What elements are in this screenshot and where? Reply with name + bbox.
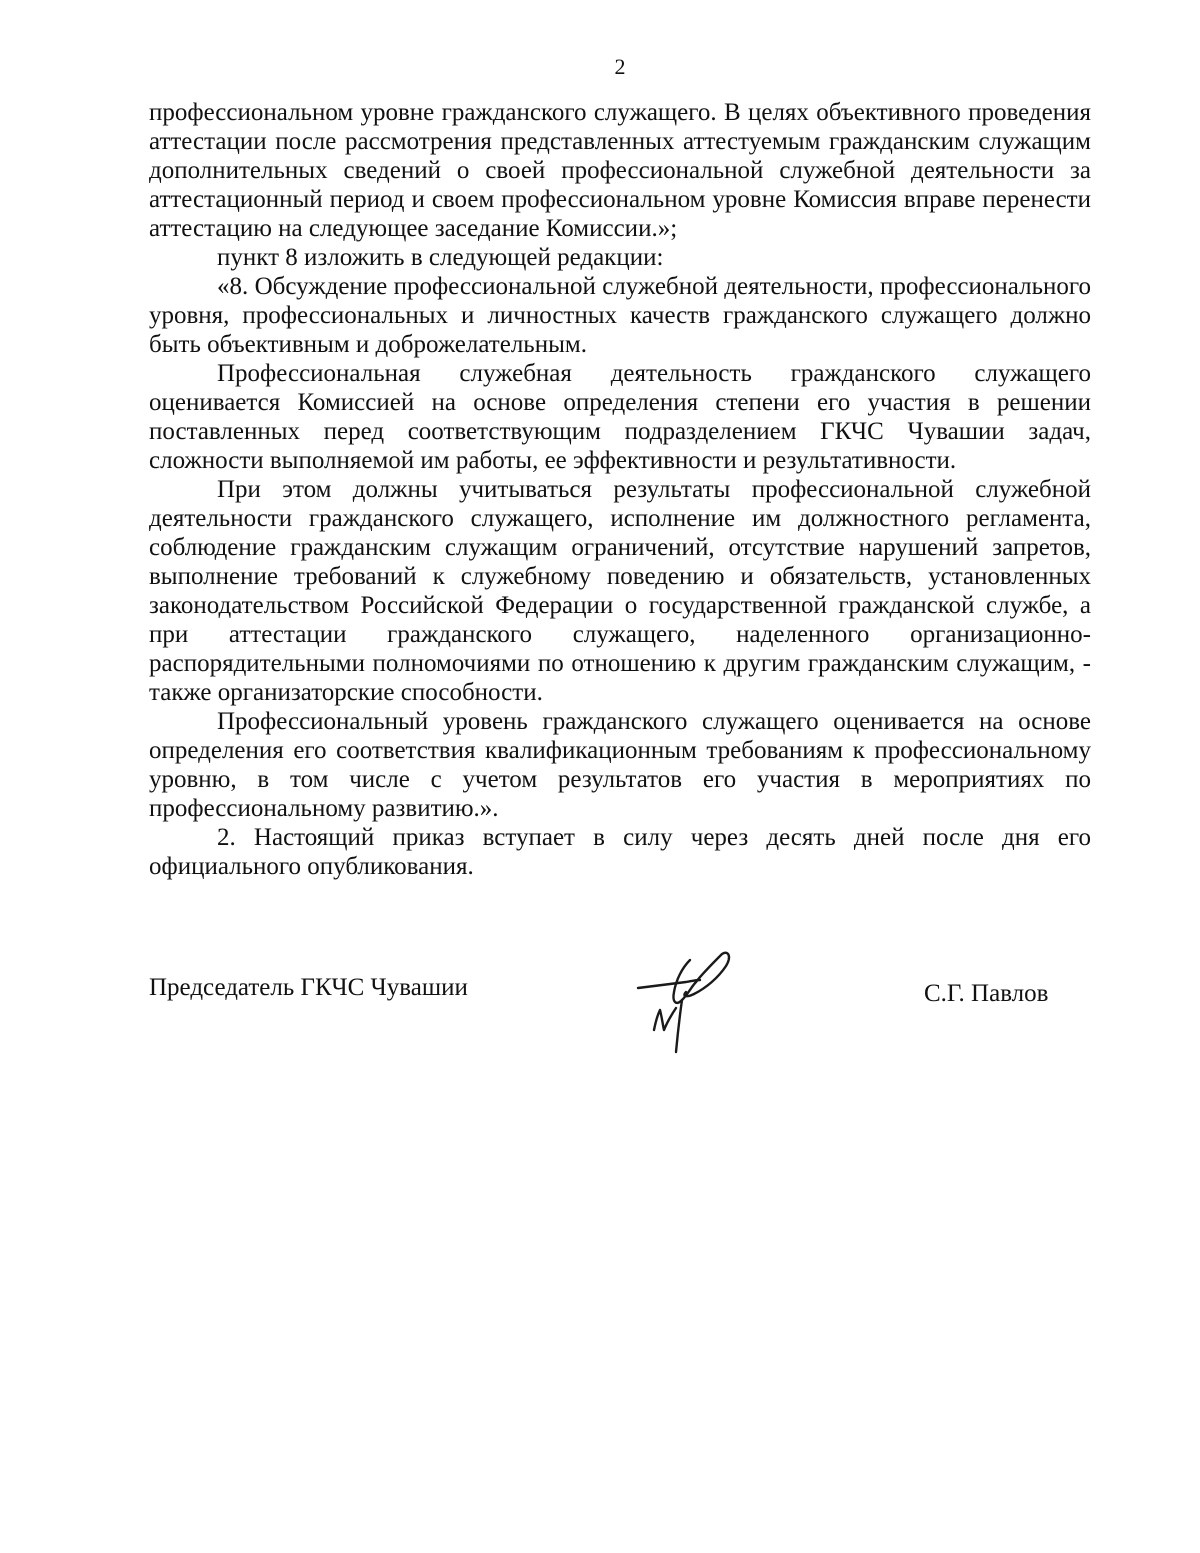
- page-number: 2: [614, 54, 626, 79]
- handwritten-signature: [630, 940, 740, 1060]
- paragraph-6: Профессиональный уровень гражданского служащего оценивается на основе определения его соответствия квалификационным требованиям к профессиональному уровню, в том числе с учетом результатов его участия в мероприятиях по профессиональному развитию.».: [149, 708, 1091, 822]
- paragraph-2: пункт 8 изложить в следующей редакции:: [217, 244, 664, 271]
- signer-position-title: Председатель ГКЧС Чувашии: [149, 974, 468, 1001]
- paragraph-3: «8. Обсуждение профессиональной служебной деятельности, профессионального уровня, профессиональных и личностных качеств гражданского служащего должно быть объективным и доброжелательным.: [149, 273, 1091, 358]
- paragraph-1: профессиональном уровне гражданского служащего. В целях объективного проведения аттестации после рассмотрения представленных аттестуемым гражданским служащим дополнительных сведений о своей профессиональной служебной деятельности за аттестационный период и своем профессиональном уровне Комиссия вправе перенести аттестацию на следующее заседание Комиссии.»;: [149, 99, 1091, 242]
- document-body: [149, 98, 1091, 881]
- signer-name: С.Г. Павлов: [924, 980, 1049, 1007]
- paragraph-4: Профессиональная служебная деятельность гражданского служащего оценивается Комиссией на основе определения степени его участия в решении поставленных перед соответствующим подразделением ГКЧС Чувашии задач, сложности выполняемой им работы, ее эффективности и результативности.: [149, 360, 1091, 474]
- paragraph-7: 2. Настоящий приказ вступает в силу через десять дней после дня его официального опубликования.: [149, 824, 1091, 880]
- paragraph-5: При этом должны учитываться результаты профессиональной служебной деятельности гражданского служащего, исполнение им должностного регламента, соблюдение гражданским служащим ограничений, отсутствие нарушений запретов, выполнение требований к служебному поведению и обязательств, установленных законодательством Российской Федерации о государственной гражданской службе, а при аттестации гражданского служащего, наделенного организационно-распорядительными полномочиями по отношению к другим гражданским служащим, - также организаторские способности.: [149, 476, 1091, 706]
